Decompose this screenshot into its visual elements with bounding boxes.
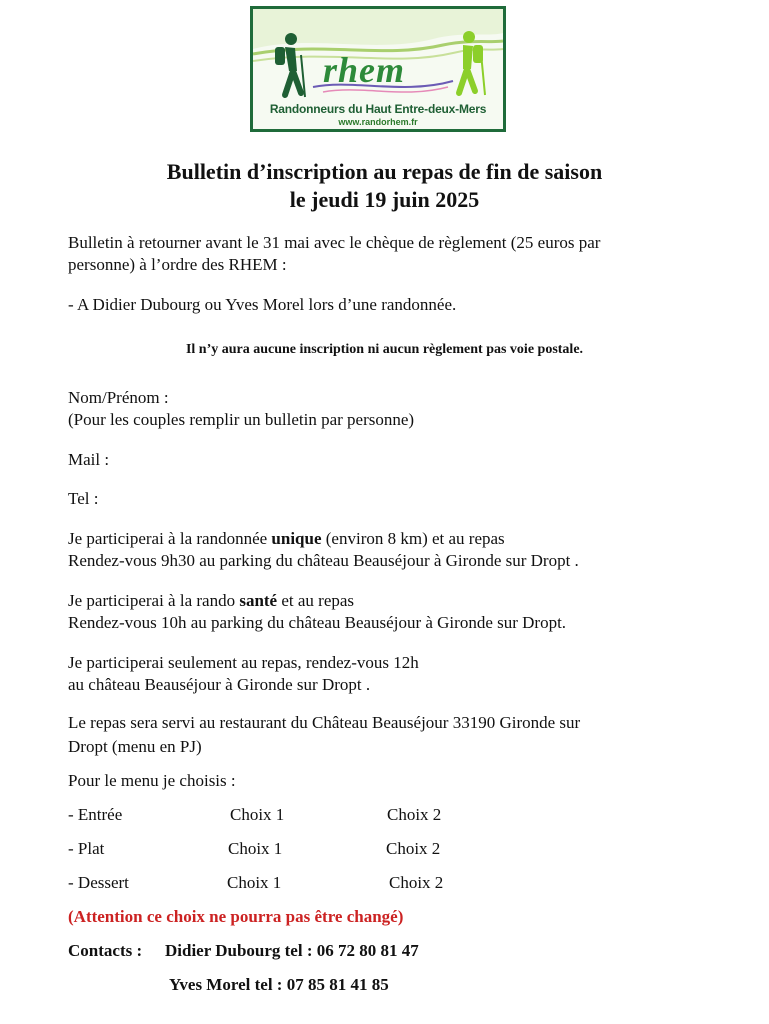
menu-choice-1: Choix 1	[228, 839, 283, 858]
menu-intro: Pour le menu je choisis :	[68, 771, 236, 790]
option-sante-rdv: Rendez-vous 10h au parking du château Beauséjour à Gironde sur Dropt.	[68, 613, 567, 632]
option-repas-line-1: Je participerai seulement au repas, rendez-vous 12h	[68, 653, 419, 672]
name-label: Nom/Prénom :	[68, 388, 169, 407]
contacts-label: Contacts :	[68, 941, 143, 960]
option-unique	[68, 529, 505, 549]
logo-brand: rhem	[323, 50, 406, 90]
option-unique-rdv: Rendez-vous 9h30 au parking du château Beauséjour à Gironde sur Dropt .	[68, 551, 579, 570]
contact-didier: Didier Dubourg tel : 06 72 80 81 47	[165, 941, 419, 960]
restaurant-line-1: Le repas sera servi au restaurant du Château Beauséjour 33190 Gironde sur	[68, 713, 581, 732]
menu-choice-1: Choix 1	[230, 805, 285, 824]
postal-notice: Il n’y aura aucune inscription ni aucun règlement pas voie postale.	[185, 342, 584, 357]
menu-choice-2: Choix 2	[386, 839, 441, 858]
option-sante-bold: santé	[239, 591, 278, 610]
option-unique-suffix: (environ 8 km) et au repas	[321, 529, 505, 548]
document-date: le jeudi 19 juin 2025	[289, 187, 480, 212]
hiker-dark-icon	[267, 31, 307, 101]
menu-warning: (Attention ce choix ne pourra pas être changé)	[68, 907, 404, 926]
menu-choice-2: Choix 2	[387, 805, 442, 824]
intro-line-2: personne) à l’ordre des RHEM :	[68, 255, 287, 274]
restaurant-line-2: Dropt (menu en PJ)	[68, 737, 202, 756]
option-sante-prefix: Je participerai à la rando	[68, 591, 240, 610]
intro-line-1: Bulletin à retourner avant le 31 mai avec le chèque de règlement (25 euros par	[68, 233, 601, 252]
menu-course: - Plat	[68, 839, 105, 858]
option-sante	[68, 591, 354, 611]
option-sante-suffix: et au repas	[277, 591, 355, 610]
hiker-light-icon	[451, 29, 491, 99]
menu-course: - Entrée	[68, 805, 123, 824]
mail-label: Mail :	[68, 450, 110, 469]
delivery-line: - A Didier Dubourg ou Yves Morel lors d’une randonnée.	[68, 295, 457, 314]
logo-club-name: Randonneurs du Haut Entre-deux-Mers	[269, 102, 487, 116]
menu-choice-1: Choix 1	[227, 873, 282, 892]
option-repas-line-2: au château Beauséjour à Gironde sur Dropt .	[68, 675, 371, 694]
contact-yves: Yves Morel tel : 07 85 81 41 85	[169, 975, 389, 994]
name-note: (Pour les couples remplir un bulletin par personne)	[68, 410, 415, 429]
tel-label: Tel :	[68, 489, 99, 508]
option-unique-bold: unique	[271, 529, 322, 548]
menu-choice-2: Choix 2	[389, 873, 444, 892]
option-unique-prefix: Je participerai à la randonnée	[68, 529, 272, 548]
club-logo	[250, 6, 506, 132]
logo-website: www.randorhem.fr	[338, 117, 418, 127]
document-title: Bulletin d’inscription au repas de fin de saison	[166, 159, 603, 184]
menu-course: - Dessert	[68, 873, 129, 892]
